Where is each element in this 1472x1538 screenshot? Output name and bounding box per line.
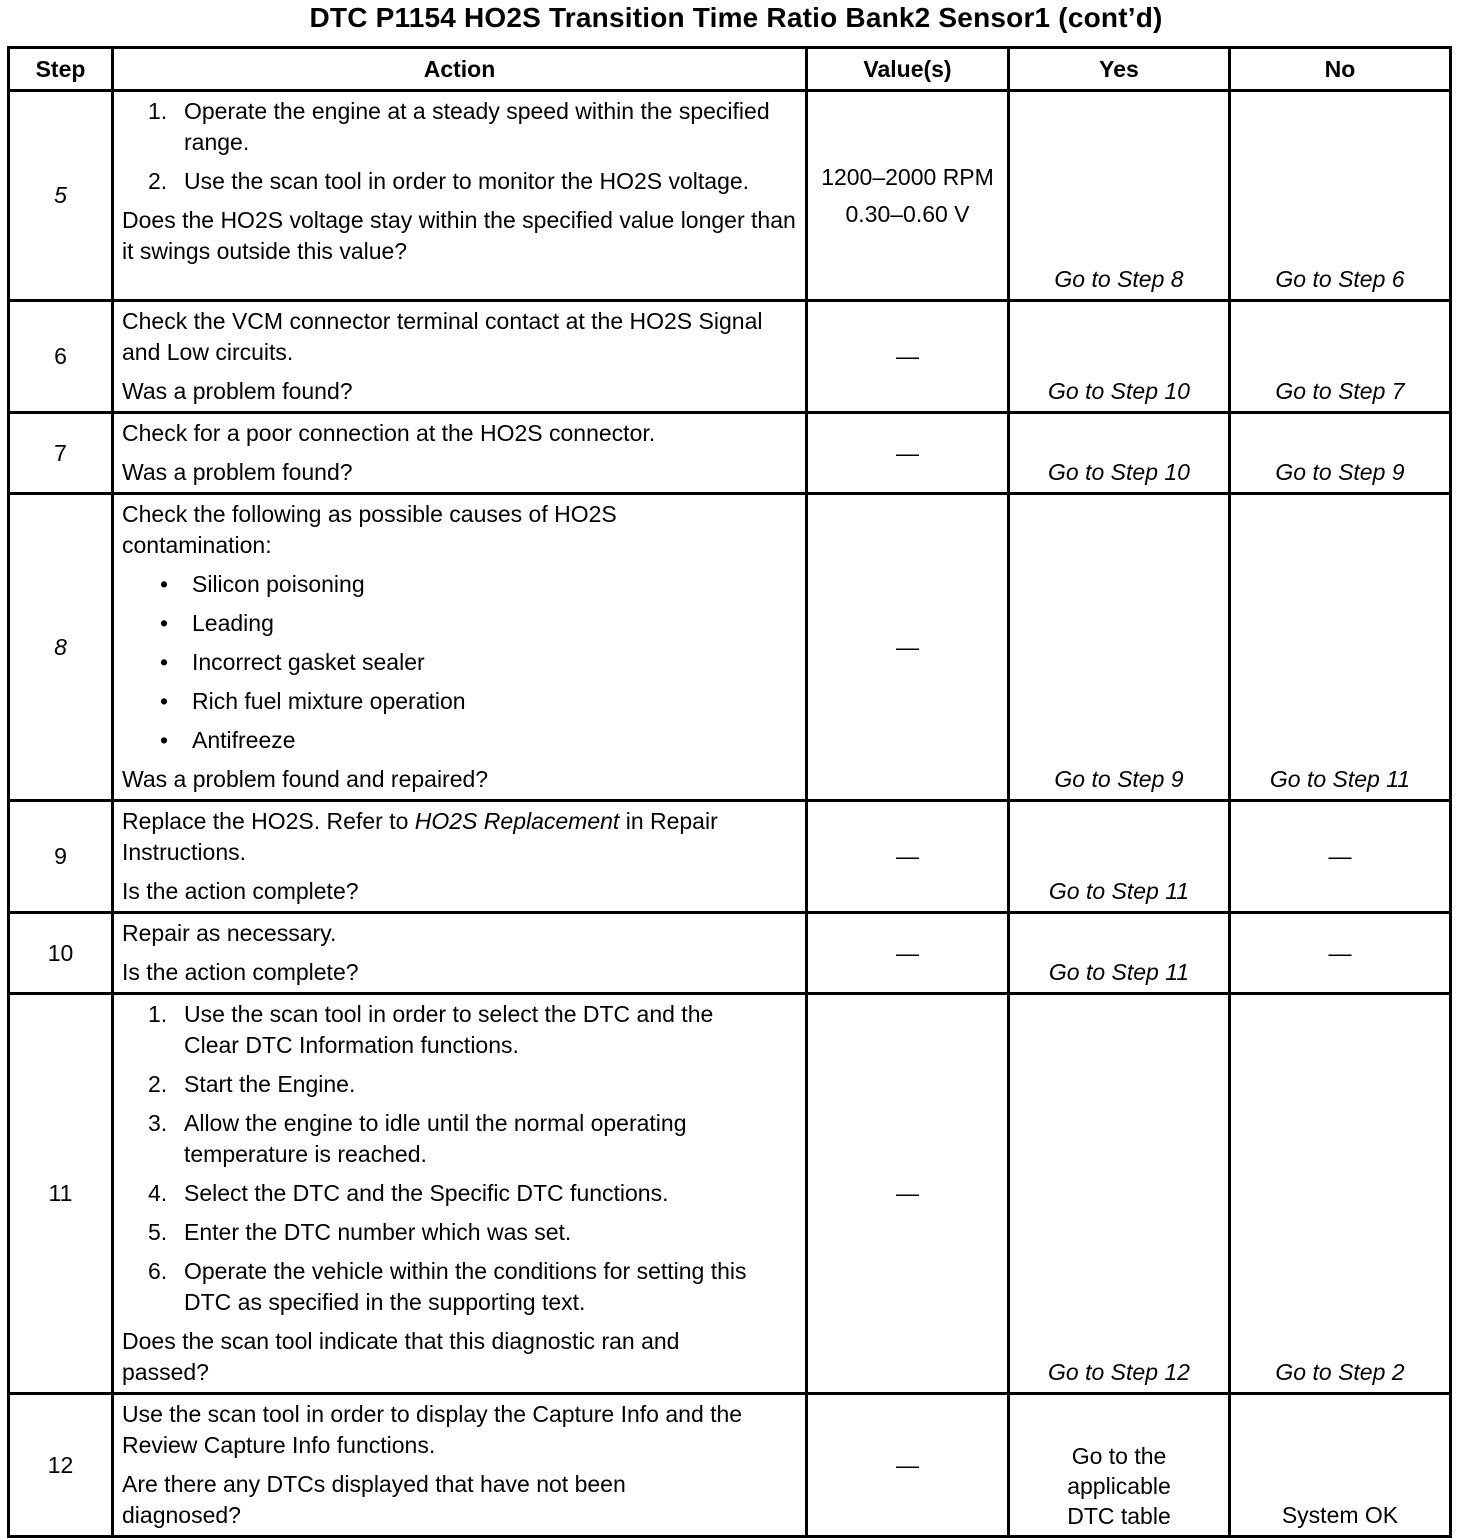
value-rpm: 1200–2000 RPM [821, 163, 994, 190]
table-row [9, 994, 1451, 1394]
step-number: 8 [9, 494, 113, 801]
table-row [9, 913, 1451, 994]
list-item: • Incorrect gasket sealer [160, 649, 425, 675]
header-values: Value(s) [807, 48, 1009, 91]
list-item: 2. Use the scan tool in order to monitor the HO2S voltage. [148, 168, 750, 194]
list-item: • Silicon poisoning [160, 571, 365, 597]
no-cell: Go to Step 6 [1230, 91, 1451, 301]
no-cell: Go to Step 7 [1230, 301, 1451, 413]
action-cell [113, 1394, 807, 1537]
no-cell: System OK [1230, 1394, 1451, 1537]
value-cell [807, 91, 1009, 301]
action-question: Does the HO2S voltage stay within the specified value longer than it swings outside this value? [122, 207, 796, 264]
action-cell [113, 801, 807, 913]
action-cell [113, 994, 807, 1394]
action-question: Was a problem found and repaired? [122, 766, 489, 792]
table-row [9, 413, 1451, 494]
value-cell: — [807, 801, 1009, 913]
list-item: 6. Operate the vehicle within the conditions for setting this DTC as specified in the supporting text. [148, 1258, 747, 1315]
header-yes: Yes [1009, 48, 1230, 91]
step-number: 9 [9, 801, 113, 913]
action-text: Check the following as possible causes of HO2S contamination: [122, 501, 617, 558]
action-cell [113, 91, 807, 301]
yes-cell: Go to the applicable DTC table [1009, 1394, 1230, 1537]
action-text: Use the scan tool in order to display the Capture Info and the Review Capture Info functions. [122, 1401, 743, 1458]
action-cell [113, 913, 807, 994]
header-no: No [1230, 48, 1451, 91]
list-item: 2. Start the Engine. [148, 1071, 356, 1097]
step-number: 7 [9, 413, 113, 494]
header-action: Action [113, 48, 807, 91]
value-cell: — [807, 994, 1009, 1394]
action-question: Is the action complete? [122, 878, 359, 904]
reference-title: HO2S Replacement [414, 808, 620, 834]
list-item: 3. Allow the engine to idle until the normal operating temperature is reached. [148, 1110, 687, 1167]
table-row [9, 301, 1451, 413]
list-item: • Leading [160, 610, 274, 636]
step-number: 5 [9, 91, 113, 301]
no-cell: Go to Step 9 [1230, 413, 1451, 494]
yes-cell: Go to Step 11 [1009, 801, 1230, 913]
value-cell: — [807, 913, 1009, 994]
action-question: Was a problem found? [122, 459, 353, 485]
yes-cell: Go to Step 8 [1009, 91, 1230, 301]
action-question: Was a problem found? [122, 378, 353, 404]
no-cell: — [1230, 801, 1451, 913]
yes-cell: Go to Step 9 [1009, 494, 1230, 801]
action-question: Does the scan tool indicate that this diagnostic ran and passed? [122, 1328, 680, 1385]
no-cell: Go to Step 11 [1230, 494, 1451, 801]
value-cell: — [807, 1394, 1009, 1537]
table-row [9, 91, 1451, 301]
no-cell: — [1230, 913, 1451, 994]
action-text: Check the VCM connector terminal contact at the HO2S Signal and Low circuits. [122, 308, 763, 365]
yes-cell: Go to Step 11 [1009, 913, 1230, 994]
list-item: • Rich fuel mixture operation [160, 688, 466, 714]
list-item: 4. Select the DTC and the Specific DTC functions. [148, 1180, 669, 1206]
header-step: Step [9, 48, 113, 91]
list-item: 1. Operate the engine at a steady speed within the specified range. [148, 98, 770, 155]
step-number: 12 [9, 1394, 113, 1537]
list-item: 1. Use the scan tool in order to select the DTC and the Clear DTC Information functions. [148, 1001, 714, 1058]
yes-cell: Go to Step 10 [1009, 413, 1230, 494]
action-question: Is the action complete? [122, 959, 359, 985]
action-text: Check for a poor connection at the HO2S connector. [122, 420, 656, 446]
value-voltage: 0.30–0.60 V [845, 200, 970, 227]
table-row [9, 801, 1451, 913]
table-row [9, 1394, 1451, 1537]
action-cell [113, 413, 807, 494]
action-cell [113, 301, 807, 413]
yes-cell: Go to Step 10 [1009, 301, 1230, 413]
table-header-row [9, 48, 1451, 91]
yes-cell: Go to Step 12 [1009, 994, 1230, 1394]
action-text: Repair as necessary. [122, 920, 337, 946]
step-number: 6 [9, 301, 113, 413]
list-item: • Antifreeze [160, 727, 296, 753]
step-number: 10 [9, 913, 113, 994]
value-cell: — [807, 301, 1009, 413]
value-cell: — [807, 494, 1009, 801]
action-cell [113, 494, 807, 801]
table-row [9, 494, 1451, 801]
list-item: 5. Enter the DTC number which was set. [148, 1219, 572, 1245]
page-title: DTC P1154 HO2S Transition Time Ratio Bank2 Sensor1 (cont’d) [309, 2, 1163, 33]
no-cell: Go to Step 2 [1230, 994, 1451, 1394]
value-cell: — [807, 413, 1009, 494]
step-number: 11 [9, 994, 113, 1394]
action-text: Replace the HO2S. Refer to HO2S Replacement in Repair Instructions. [122, 808, 718, 865]
diagnostic-table [7, 46, 1452, 1538]
action-question: Are there any DTCs displayed that have not been diagnosed? [122, 1471, 626, 1528]
